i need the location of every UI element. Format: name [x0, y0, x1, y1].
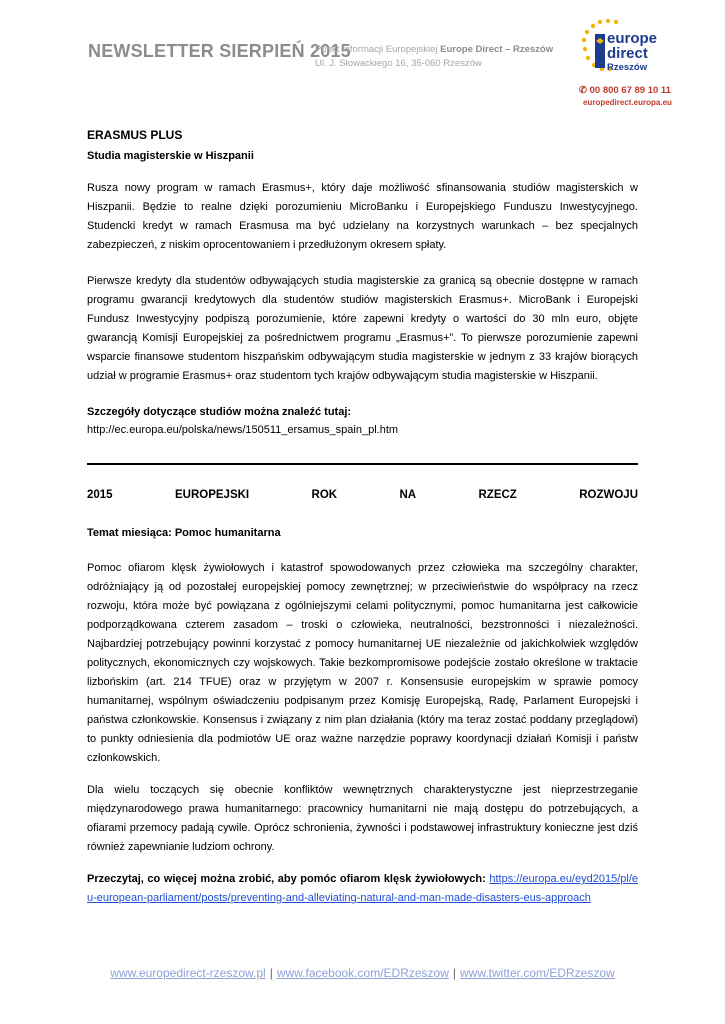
section2-theme: Temat miesiąca: Pomoc humanitarna — [87, 527, 281, 539]
footer-separator: | — [269, 966, 273, 980]
section2-read-more — [87, 870, 638, 908]
footer-separator: | — [452, 966, 456, 980]
section-divider — [87, 463, 638, 465]
logo-city: Rzeszów — [607, 62, 648, 73]
footer-website-link[interactable]: www.europedirect-rzeszow.pl — [110, 966, 266, 980]
section1-title: ERASMUS PLUS — [87, 128, 183, 142]
header-org-line — [315, 43, 553, 57]
header-info — [315, 43, 553, 71]
europe-direct-logo — [577, 18, 672, 122]
section2-title-word: 2015 — [87, 489, 113, 501]
section2-read-label: Przeczytaj, co więcej można zrobić, aby pomóc ofiarom klęsk żywiołowych: — [87, 873, 486, 885]
section-erasmus — [87, 128, 638, 436]
logo-word-direct: direct — [607, 45, 648, 62]
section1-paragraph-2: Pierwsze kredyty dla studentów odbywających studia magisterskie za granicą są obecnie dostępne w ramach programu gwarancji kredytowych dla studentów studiów magisterskich Erasmus+. MicroBank i Europejski Fundusz Inwestycyjny podpiszą porozumienie, które zapewni kredyty o wartości do 30 mln euro, objęte gwarancją Komisji Europejskiej za pośrednictwem programu „Erasmus+”. To pierwsze porozumienie zapewni wsparcie finansowe studentom hiszpańskim odbywającym studia magisterskie w jednym z 33 krajów biorących udział w programie Erasmus+ oraz studentom tych krajów odbywającym studia magisterskie w Hiszpanii. — [87, 275, 638, 382]
header-address: Ul. J. Słowackiego 16, 35-060 Rzeszów — [315, 58, 482, 69]
section2-title-word: NA — [399, 489, 417, 501]
europe-direct-emblem — [577, 18, 669, 84]
logo-word-europe: europe — [607, 30, 658, 47]
section2-paragraph-2: Dla wielu toczących się obecnie konfliktów wewnętrznych charakterystyczne jest nieprzestrzeganie międzynarodowego prawa humanitarnego: pracownicy humanitarni nie mają dostępu do potrzebujących, a ofiarami przemocy padają cywile. Oprócz schronienia, żywności i podstawowej infrastruktury konieczne jest dziś również zapewnianie ludziom ochrony. — [87, 784, 638, 853]
footer-facebook-link[interactable]: www.facebook.com/EDRzeszow — [276, 966, 449, 980]
section2-title-word: EUROPEJSKI — [174, 489, 250, 501]
section2-paragraph-1: Pomoc ofiarom klęsk żywiołowych i katastrof spowodowanych przez człowieka ma szczególny charakter, odróżniający ją od pozostałej europejskiej pomocy zewnętrznej; w przeciwieństwie do współpracy na rzecz rozwoju, która może być powiązana z ogólniejszymi celami politycznymi, pomoc humanitarna jest całkowicie podporządkowana czterem zasadom – troski o człowieka, neutralności, bezstronności i niezależności. Najbardziej potrzebujący powinni korzystać z pomocy humanitarnej UE niezależnie od jakichkolwiek względów politycznych, ekonomicznych czy wojskowych. Takie bezkompromisowe podejście zostało określone w traktacie lizbońskim (art. 214 TFUE) oraz w przyjętym w 2007 r. Konsensusie europejskim w sprawie pomocy humanitarnej, wspólnym oświadczeniu podpisanym przez Komisję Europejską, Radę, Parlament Europejski i państwa członkowskie. Konsensus i związany z nim plan działania (który ma teraz zostać poddany przeglądowi) to punkty odniesienia dla podmiotów UE oraz ważne narzędzie poprawy koordynacji działań Komisji i państw członkowskich. — [87, 562, 638, 764]
section1-subtitle: Studia magisterskie w Hiszpanii — [87, 150, 254, 162]
section1-details-label: Szczegóły dotyczące studiów można znaleźć tutaj: — [87, 406, 352, 418]
footer-twitter-link[interactable]: www.twitter.com/EDRzeszow — [460, 966, 615, 980]
logo-phone-number: 00 800 67 89 10 11 — [589, 85, 671, 96]
section2-read-url[interactable]: https://europa.eu/eyd2015/pl/eu-european-parliament/posts/preventing-and-alleviating-natural-and-man-made-disasters-eus-approach — [87, 873, 638, 904]
footer — [0, 966, 725, 980]
section1-paragraph-1: Rusza nowy program w ramach Erasmus+, który daje możliwość sfinansowania studiów magisterskich w Hiszpanii. Będzie to realne dzięki porozumieniu MicroBanku i Europejskiego Funduszu Inwestycyjnego. Studencki kredyt w ramach Erasmusa ma być udzielany na korzystnych warunkach – bez specjalnych zabezpieczeń, z niskim oprocentowaniem i przedłużonym okresem spłaty. — [87, 182, 638, 251]
logo-url: europedirect.europa.eu — [583, 98, 672, 107]
newsletter-title: NEWSLETTER SIERPIEŃ 2015 — [88, 41, 351, 61]
section2-title-word: ROZWOJU — [579, 489, 638, 501]
header-info-prefix: Punkt Informacji Europejskiej — [315, 44, 441, 55]
section-eyd2015 — [87, 489, 638, 908]
section2-title-word: ROK — [311, 489, 338, 501]
section1-details-url[interactable]: http://ec.europa.eu/polska/news/150511_ersamus_spain_pl.htm — [87, 424, 399, 436]
section2-title-word: RZECZ — [478, 489, 517, 501]
logo-phone: ✆ 00 800 67 89 10 11 — [579, 85, 671, 96]
section2-title — [87, 489, 638, 501]
header-org-name: Europe Direct – Rzeszów — [440, 44, 554, 55]
